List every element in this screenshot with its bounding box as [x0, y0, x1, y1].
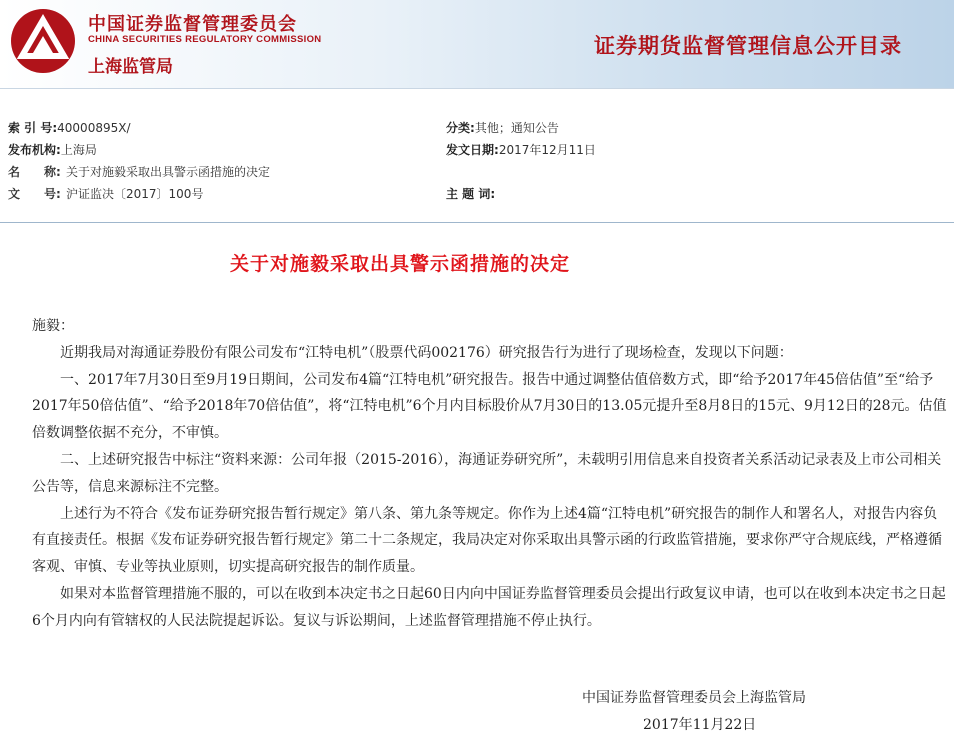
document-title: 关于对施毅采取出具警示函措施的决定	[229, 253, 570, 275]
paragraph: 近期我局对海通证券股份有限公司发布“江特电机”（股票代码002176）研究报告行为进行了现场检查，发现以下问题：	[60, 344, 793, 361]
metadata-table	[0, 89, 954, 207]
meta-docno-label: 文 号:	[8, 187, 61, 201]
meta-name	[8, 163, 270, 180]
meta-category-value: 其他；通知公告	[474, 121, 559, 135]
signature-org: 中国证券监督管理委员会上海监管局	[582, 690, 806, 706]
banner-title: 证券期货监督管理信息公开目录	[594, 34, 902, 58]
org-name-en: CHINA SECURITIES REGULATORY COMMISSION	[88, 34, 322, 45]
meta-issuer-label: 发布机构:	[8, 143, 61, 157]
meta-category	[446, 119, 559, 136]
csrc-logo-icon	[8, 6, 78, 76]
paragraph: 二、上述研究报告中标注“资料来源：公司年报（2015-2016），海通证券研究所”，未载明引用信息来自投资者关系活动记录表及上市公司相关公告等，信息来源标注不完整。	[32, 451, 942, 495]
meta-index-label: 索 引 号:	[8, 121, 58, 135]
meta-date-value: 2017年12月11日	[498, 143, 596, 157]
header-banner	[0, 0, 954, 89]
paragraph: 如果对本监督管理措施不服的，可以在收到本决定书之日起60日内向中国证券监督管理委员会提出行政复议申请，也可以在收到本决定书之日起6个月内向有管辖权的人民法院提起诉讼。复议与诉讼期间，上述监督管理措施不停止执行。	[32, 585, 946, 629]
meta-issuer	[8, 141, 97, 158]
org-name-cn: 中国证券监督管理委员会	[88, 14, 297, 35]
document-body	[32, 313, 947, 635]
signature-date: 2017年11月22日	[643, 717, 757, 733]
meta-index-value: 40000895X/	[57, 121, 131, 135]
paragraph: 一、2017年7月30日至9月19日期间，公司发布4篇“江特电机”研究报告。报告中通过调整估值倍数方式，即“给予2017年45倍估值”至“给予2017年50倍估值”、“给予2018年70倍估值”，将“江特电机”6个月内目标股价从7月30日的13.05元提升至8月8日的15元、9月12日的28元。估值倍数调整依据不充分，不审慎。	[32, 371, 947, 442]
paragraph: 上述行为不符合《发布证券研究报告暂行规定》第八条、第九条等规定。你作为上述4篇“江特电机”研究报告的制作人和署名人，对报告内容负有直接责任。根据《发布证券研究报告暂行规定》第二十二条规定，我局决定对你采取出具警示函的行政监管措施，要求你严守合规底线，严格遵循客观、审慎、专业等执业原则，切实提高研究报告的制作质量。	[32, 505, 942, 576]
meta-name-value: 关于对施毅采取出具警示函措施的决定	[66, 165, 271, 179]
meta-date-label: 发文日期:	[446, 143, 499, 157]
meta-date	[446, 141, 596, 158]
meta-keywords-label: 主 题 词:	[446, 187, 496, 201]
meta-docno	[8, 185, 203, 202]
meta-docno-value: 沪证监决〔2017〕100号	[66, 187, 204, 201]
meta-issuer-value: 上海局	[60, 143, 97, 157]
meta-index	[8, 119, 131, 136]
meta-category-label: 分类:	[446, 121, 475, 135]
meta-name-label: 名 称:	[8, 165, 61, 179]
org-branch: 上海监管局	[88, 57, 173, 77]
salutation: 施毅：	[32, 318, 74, 334]
meta-keywords	[446, 185, 495, 202]
document-content	[0, 222, 954, 740]
